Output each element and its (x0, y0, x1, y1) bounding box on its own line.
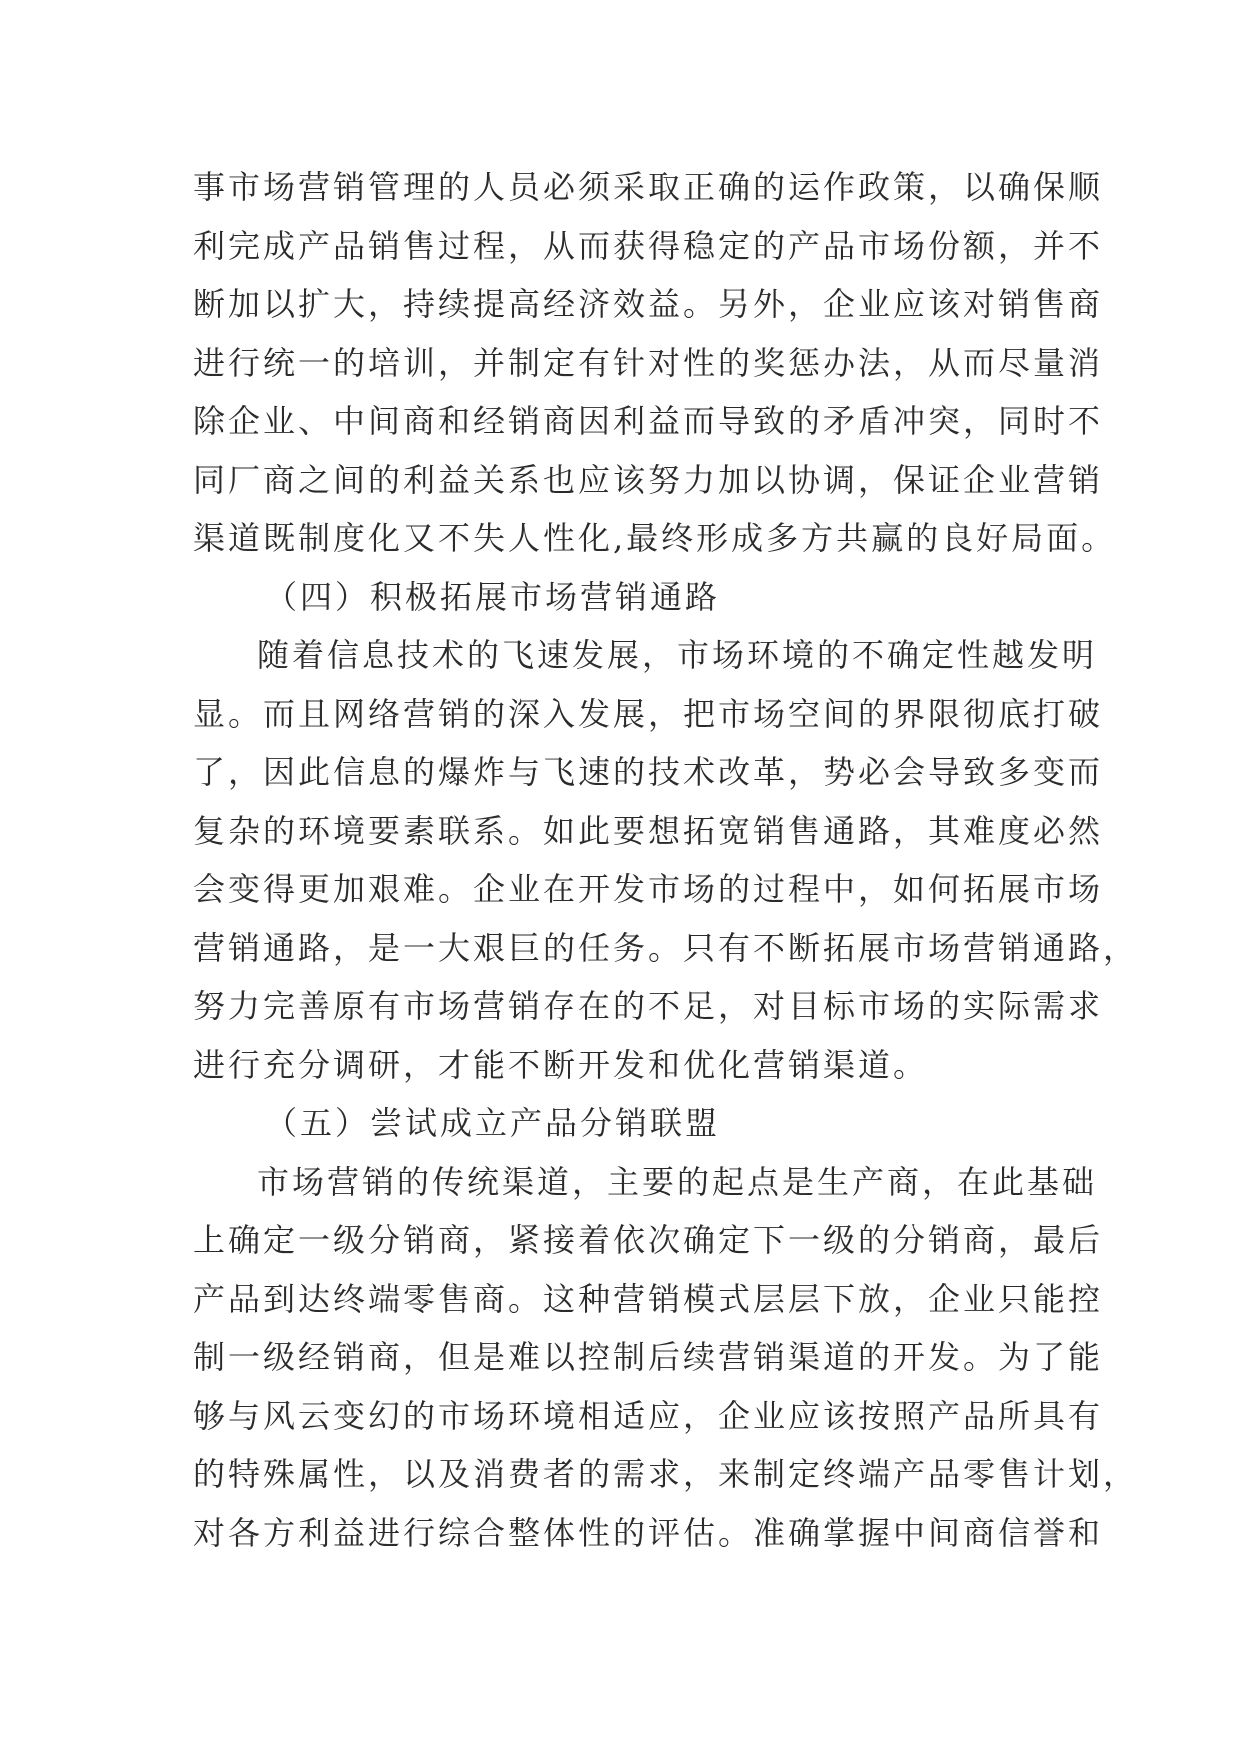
paragraph-line: 除企业、中间商和经销商因利益而导致的矛盾冲突，同时不 (193, 402, 1104, 440)
paragraph-line: 营销通路，是一大艰巨的任务。只有不断拓展市场营销通路， (193, 928, 1139, 967)
paragraph-line: 进行统一的培训，并制定有针对性的奖惩办法，从而尽量消 (193, 343, 1104, 382)
paragraph-line: 对各方利益进行综合整体性的评估。准确掌握中间商信誉和 (193, 1513, 1104, 1552)
paragraph-line: 了，因此信息的爆炸与飞速的技术改革，势必会导致多变而 (193, 753, 1104, 791)
paragraph-line: 够与风云变幻的市场环境相适应，企业应该按照产品所具有 (193, 1396, 1104, 1435)
paragraph-line: 市场营销的传统渠道，主要的起点是生产商，在此基础 (257, 1162, 1098, 1201)
paragraph-line: 渠道既制度化又不失人性化,最终形成多方共赢的良好局面。 (193, 519, 1117, 557)
paragraph-line: 随着信息技术的飞速发展，市场环境的不确定性越发明 (257, 636, 1098, 674)
paragraph-line: 同厂商之间的利益关系也应该努力加以协调，保证企业营销 (193, 460, 1104, 499)
paragraph-line: 上确定一级分销商，紧接着依次确定下一级的分销商，最后 (193, 1221, 1104, 1259)
paragraph-line: 进行充分调研，才能不断开发和优化营销渠道。 (193, 1045, 929, 1084)
paragraph-line: 利完成产品销售过程，从而获得稳定的产品市场份额，并不 (193, 226, 1104, 265)
section-heading-5: （五）尝试成立产品分销联盟 (265, 1104, 721, 1142)
paragraph-line: 复杂的环境要素联系。如此要想拓宽销售通路，其难度必然 (193, 811, 1104, 850)
paragraph-line: 产品到达终端零售商。这种营销模式层层下放，企业只能控 (193, 1279, 1104, 1318)
paragraph-line: 努力完善原有市场营销存在的不足，对目标市场的实际需求 (193, 987, 1104, 1025)
paragraph-line: 断加以扩大，持续提高经济效益。另外，企业应该对销售商 (193, 285, 1104, 323)
paragraph-line: 事市场营销管理的人员必须采取正确的运作政策，以确保顺 (193, 168, 1104, 206)
paragraph-line: 制一级经销商，但是难以控制后续营销渠道的开发。为了能 (193, 1338, 1104, 1376)
section-heading-4: （四）积极拓展市场营销通路 (265, 577, 721, 616)
paragraph-line: 的特殊属性，以及消费者的需求，来制定终端产品零售计划， (193, 1455, 1139, 1493)
paragraph-line: 显。而且网络营销的深入发展，把市场空间的界限彻底打破 (193, 694, 1104, 733)
document-body (193, 158, 1139, 1562)
paragraph-line: 会变得更加艰难。企业在开发市场的过程中，如何拓展市场 (193, 870, 1104, 908)
